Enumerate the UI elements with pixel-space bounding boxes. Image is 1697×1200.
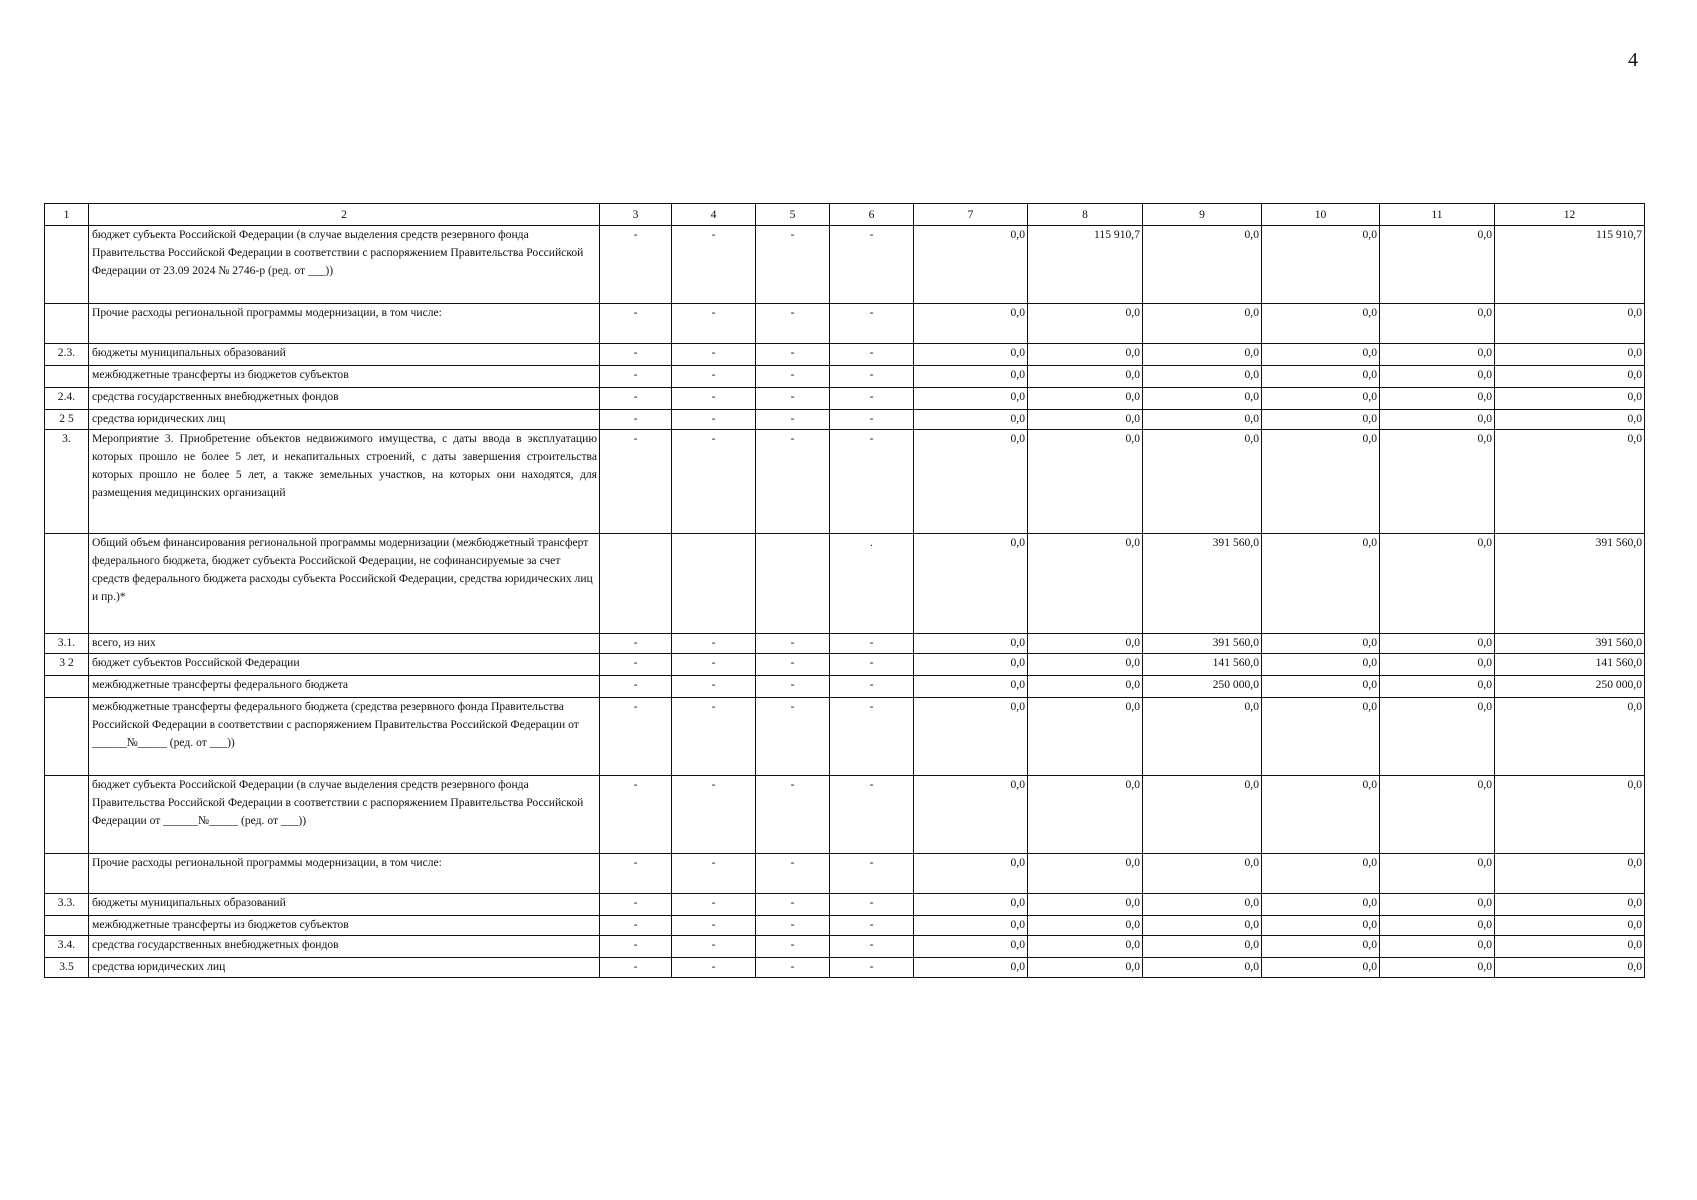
value-cell: 141 560,0	[1143, 654, 1262, 676]
row-number-cell: 3.	[45, 430, 89, 534]
dash-cell: -	[756, 634, 830, 654]
value-cell: 0,0	[1028, 854, 1143, 894]
value-cell: 0,0	[1380, 344, 1495, 366]
value-cell: 0,0	[1262, 344, 1380, 366]
value-cell: 0,0	[1262, 676, 1380, 698]
value-cell: 0,0	[1495, 958, 1645, 978]
header-cell: 4	[672, 204, 756, 226]
value-cell: 0,0	[1028, 936, 1143, 958]
dash-cell: -	[600, 410, 672, 430]
value-cell: 0,0	[1143, 894, 1262, 916]
value-cell: 0,0	[1262, 410, 1380, 430]
dash-cell: -	[672, 304, 756, 344]
table-row	[45, 410, 1645, 430]
value-cell: 0,0	[1380, 430, 1495, 534]
value-cell: 0,0	[1262, 894, 1380, 916]
value-cell: 0,0	[1262, 430, 1380, 534]
table-row	[45, 958, 1645, 978]
row-name-cell: средства юридических лиц	[89, 410, 600, 430]
dash-cell: -	[600, 654, 672, 676]
dash-cell: -	[672, 344, 756, 366]
dash-cell: -	[600, 676, 672, 698]
dash-cell: -	[756, 344, 830, 366]
dash-cell: -	[600, 344, 672, 366]
dash-cell: -	[600, 634, 672, 654]
value-cell: 0,0	[1262, 304, 1380, 344]
value-cell: 0,0	[1143, 916, 1262, 936]
dash-cell: -	[756, 936, 830, 958]
row-name-cell: Общий объем финансирования региональной программы модернизации (межбюджетный трансферт федерального бюджета, бюджет субъекта Российской Федерации, не софинансируемые за счет средств федерального бюджета расходы субъекта Российской Федерации, средства юридических лиц и пр.)*	[89, 534, 600, 634]
dash-cell: -	[830, 226, 914, 304]
table-row	[45, 676, 1645, 698]
dash-cell: -	[830, 698, 914, 776]
dash-cell: -	[600, 916, 672, 936]
row-name-cell: бюджеты муниципальных образований	[89, 344, 600, 366]
table-row	[45, 776, 1645, 854]
row-number-cell	[45, 676, 89, 698]
value-cell: 391 560,0	[1143, 634, 1262, 654]
row-name-cell: средства юридических лиц	[89, 958, 600, 978]
dash-cell: -	[672, 776, 756, 854]
value-cell: 0,0	[1028, 958, 1143, 978]
value-cell: 0,0	[1380, 916, 1495, 936]
value-cell: 0,0	[1143, 430, 1262, 534]
row-number-cell	[45, 366, 89, 388]
value-cell: 391 560,0	[1495, 534, 1645, 634]
header-cell: 6	[830, 204, 914, 226]
row-name-cell: межбюджетные трансферты федерального бюджета	[89, 676, 600, 698]
value-cell: 0,0	[914, 916, 1028, 936]
dash-cell: -	[756, 226, 830, 304]
dash-cell: -	[600, 366, 672, 388]
dash-cell	[600, 534, 672, 634]
value-cell: 0,0	[1143, 388, 1262, 410]
value-cell: 0,0	[1380, 894, 1495, 916]
dash-cell: -	[830, 388, 914, 410]
value-cell: 0,0	[1262, 654, 1380, 676]
dash-cell: -	[756, 916, 830, 936]
table-row	[45, 854, 1645, 894]
row-name-cell: бюджеты муниципальных образований	[89, 894, 600, 916]
row-number-cell	[45, 854, 89, 894]
value-cell: 0,0	[1028, 304, 1143, 344]
table-row	[45, 894, 1645, 916]
value-cell: 0,0	[1380, 634, 1495, 654]
value-cell: 0,0	[1028, 894, 1143, 916]
dash-cell: -	[830, 776, 914, 854]
header-cell: 8	[1028, 204, 1143, 226]
dash-cell: -	[756, 676, 830, 698]
dash-cell: .	[830, 534, 914, 634]
value-cell: 0,0	[1495, 410, 1645, 430]
header-cell: 7	[914, 204, 1028, 226]
value-cell: 0,0	[1262, 854, 1380, 894]
dash-cell: -	[830, 430, 914, 534]
value-cell: 0,0	[1028, 776, 1143, 854]
dash-cell: -	[672, 654, 756, 676]
dash-cell: -	[830, 410, 914, 430]
header-cell: 5	[756, 204, 830, 226]
table-row	[45, 916, 1645, 936]
dash-cell: -	[830, 936, 914, 958]
value-cell: 0,0	[1380, 654, 1495, 676]
table-row	[45, 226, 1645, 304]
row-number-cell: 2 5	[45, 410, 89, 430]
value-cell: 0,0	[1380, 936, 1495, 958]
header-cell: 3	[600, 204, 672, 226]
value-cell: 0,0	[1495, 304, 1645, 344]
value-cell: 0,0	[1380, 958, 1495, 978]
value-cell: 0,0	[1028, 676, 1143, 698]
dash-cell: -	[600, 854, 672, 894]
row-name-cell: межбюджетные трансферты из бюджетов субъектов	[89, 916, 600, 936]
value-cell: 0,0	[1495, 936, 1645, 958]
dash-cell: -	[756, 654, 830, 676]
value-cell: 250 000,0	[1495, 676, 1645, 698]
dash-cell: -	[672, 854, 756, 894]
value-cell: 0,0	[1262, 776, 1380, 854]
header-cell: 1	[45, 204, 89, 226]
dash-cell: -	[830, 634, 914, 654]
dash-cell: -	[756, 698, 830, 776]
dash-cell: -	[830, 676, 914, 698]
page-number: 4	[1628, 49, 1638, 71]
table-row	[45, 388, 1645, 410]
row-number-cell: 3.1.	[45, 634, 89, 654]
value-cell: 115 910,7	[1028, 226, 1143, 304]
value-cell: 0,0	[1143, 854, 1262, 894]
value-cell: 0,0	[1262, 634, 1380, 654]
value-cell: 0,0	[1028, 698, 1143, 776]
table-row	[45, 698, 1645, 776]
row-number-cell	[45, 304, 89, 344]
value-cell: 0,0	[914, 958, 1028, 978]
value-cell: 0,0	[1380, 698, 1495, 776]
value-cell: 0,0	[1028, 654, 1143, 676]
header-cell: 12	[1495, 204, 1645, 226]
row-name-cell: бюджет субъекта Российской Федерации (в случае выделения средств резервного фонда Правительства Российской Федерации в соответствии с распоряжением Правительства Российской Федерации от ______№_____ (ред. от ___))	[89, 776, 600, 854]
value-cell: 0,0	[1495, 854, 1645, 894]
dash-cell	[756, 534, 830, 634]
row-name-cell: межбюджетные трансферты федерального бюджета (средства резервного фонда Правительства Российской Федерации в соответствии с распоряжением Правительства Российской Федерации от ______№_____ (ред. от ___))	[89, 698, 600, 776]
dash-cell: -	[672, 676, 756, 698]
row-number-cell	[45, 534, 89, 634]
table-row	[45, 304, 1645, 344]
header-cell: 11	[1380, 204, 1495, 226]
dash-cell: -	[756, 304, 830, 344]
dash-cell: -	[672, 388, 756, 410]
dash-cell: -	[830, 854, 914, 894]
dash-cell: -	[830, 916, 914, 936]
row-name-cell: бюджет субъектов Российской Федерации	[89, 654, 600, 676]
dash-cell: -	[600, 776, 672, 854]
dash-cell: -	[756, 388, 830, 410]
value-cell: 0,0	[1262, 916, 1380, 936]
dash-cell: -	[600, 304, 672, 344]
dash-cell: -	[756, 854, 830, 894]
value-cell: 0,0	[914, 936, 1028, 958]
value-cell: 0,0	[1028, 534, 1143, 634]
dash-cell: -	[672, 634, 756, 654]
table-row	[45, 634, 1645, 654]
row-name-cell: межбюджетные трансферты из бюджетов субъектов	[89, 366, 600, 388]
value-cell: 0,0	[1380, 676, 1495, 698]
row-number-cell: 3.5	[45, 958, 89, 978]
dash-cell: -	[600, 388, 672, 410]
value-cell: 0,0	[1262, 366, 1380, 388]
table-row	[45, 534, 1645, 634]
value-cell: 0,0	[1143, 304, 1262, 344]
value-cell: 115 910,7	[1495, 226, 1645, 304]
dash-cell: -	[600, 698, 672, 776]
row-number-cell: 3.4.	[45, 936, 89, 958]
value-cell: 391 560,0	[1495, 634, 1645, 654]
value-cell: 0,0	[1028, 344, 1143, 366]
value-cell: 0,0	[1495, 344, 1645, 366]
dash-cell: -	[830, 654, 914, 676]
dash-cell: -	[672, 430, 756, 534]
dash-cell: -	[756, 430, 830, 534]
value-cell: 0,0	[1262, 698, 1380, 776]
value-cell: 0,0	[1262, 388, 1380, 410]
row-number-cell: 2.3.	[45, 344, 89, 366]
value-cell: 0,0	[914, 854, 1028, 894]
value-cell: 0,0	[1495, 776, 1645, 854]
value-cell: 0,0	[914, 634, 1028, 654]
value-cell: 0,0	[1495, 388, 1645, 410]
value-cell: 0,0	[914, 410, 1028, 430]
value-cell: 0,0	[1495, 916, 1645, 936]
value-cell: 0,0	[1380, 366, 1495, 388]
dash-cell: -	[830, 366, 914, 388]
dash-cell: -	[672, 958, 756, 978]
dash-cell: -	[756, 366, 830, 388]
row-name-cell: Мероприятие 3. Приобретение объектов недвижимого имущества, с даты ввода в эксплуатацию которых прошло не более 5 лет, и некапитальных строений, с даты завершения строительства которых прошло не более 5 лет, а также земельных участков, на которых они находятся, для размещения медицинских организаций	[89, 430, 600, 534]
value-cell: 0,0	[914, 698, 1028, 776]
row-name-cell: средства государственных внебюджетных фондов	[89, 388, 600, 410]
row-name-cell: бюджет субъекта Российской Федерации (в случае выделения средств резервного фонда Правительства Российской Федерации в соответствии с распоряжением Правительства Российской Федерации от 23.09 2024 № 2746-р (ред. от ___))	[89, 226, 600, 304]
value-cell: 0,0	[1143, 936, 1262, 958]
dash-cell: -	[672, 936, 756, 958]
value-cell: 0,0	[1380, 854, 1495, 894]
table-header-row	[45, 204, 1645, 226]
dash-cell: -	[672, 894, 756, 916]
value-cell: 0,0	[1380, 226, 1495, 304]
row-number-cell	[45, 776, 89, 854]
dash-cell: -	[672, 410, 756, 430]
dash-cell: -	[830, 344, 914, 366]
value-cell: 0,0	[1143, 410, 1262, 430]
value-cell: 0,0	[1495, 366, 1645, 388]
value-cell: 0,0	[1380, 304, 1495, 344]
value-cell: 0,0	[1028, 634, 1143, 654]
value-cell: 0,0	[1262, 534, 1380, 634]
value-cell: 0,0	[914, 534, 1028, 634]
value-cell: 0,0	[914, 388, 1028, 410]
budget-table	[44, 203, 1645, 978]
value-cell: 0,0	[1028, 388, 1143, 410]
row-name-cell: средства государственных внебюджетных фондов	[89, 936, 600, 958]
value-cell: 0,0	[914, 430, 1028, 534]
dash-cell: -	[600, 936, 672, 958]
value-cell: 0,0	[914, 654, 1028, 676]
dash-cell: -	[672, 916, 756, 936]
value-cell: 0,0	[1262, 226, 1380, 304]
value-cell: 0,0	[1143, 958, 1262, 978]
value-cell: 0,0	[914, 894, 1028, 916]
value-cell: 0,0	[1495, 430, 1645, 534]
row-number-cell: 2.4.	[45, 388, 89, 410]
value-cell: 0,0	[914, 676, 1028, 698]
value-cell: 0,0	[1028, 410, 1143, 430]
value-cell: 0,0	[914, 776, 1028, 854]
value-cell: 0,0	[1495, 894, 1645, 916]
row-name-cell: всего, из них	[89, 634, 600, 654]
value-cell: 0,0	[1143, 698, 1262, 776]
value-cell: 0,0	[1262, 936, 1380, 958]
dash-cell: -	[830, 894, 914, 916]
dash-cell: -	[756, 958, 830, 978]
value-cell: 0,0	[914, 304, 1028, 344]
header-cell: 10	[1262, 204, 1380, 226]
dash-cell: -	[756, 776, 830, 854]
value-cell: 0,0	[1143, 226, 1262, 304]
value-cell: 0,0	[1380, 388, 1495, 410]
row-number-cell	[45, 226, 89, 304]
table-row	[45, 366, 1645, 388]
row-number-cell: 3.3.	[45, 894, 89, 916]
value-cell: 0,0	[914, 226, 1028, 304]
header-cell: 9	[1143, 204, 1262, 226]
value-cell: 0,0	[1380, 534, 1495, 634]
dash-cell: -	[600, 958, 672, 978]
dash-cell: -	[672, 226, 756, 304]
dash-cell: -	[600, 894, 672, 916]
value-cell: 0,0	[1495, 698, 1645, 776]
value-cell: 0,0	[914, 344, 1028, 366]
value-cell: 0,0	[1143, 344, 1262, 366]
value-cell: 0,0	[1028, 366, 1143, 388]
row-number-cell: 3 2	[45, 654, 89, 676]
value-cell: 391 560,0	[1143, 534, 1262, 634]
dash-cell: -	[600, 226, 672, 304]
dash-cell: -	[672, 366, 756, 388]
value-cell: 250 000,0	[1143, 676, 1262, 698]
header-cell: 2	[89, 204, 600, 226]
value-cell: 0,0	[1143, 366, 1262, 388]
table-row	[45, 430, 1645, 534]
value-cell: 0,0	[1380, 776, 1495, 854]
dash-cell: -	[830, 304, 914, 344]
row-number-cell	[45, 916, 89, 936]
table-row	[45, 344, 1645, 366]
table-row	[45, 654, 1645, 676]
value-cell: 0,0	[1028, 916, 1143, 936]
dash-cell: -	[756, 410, 830, 430]
dash-cell: -	[756, 894, 830, 916]
dash-cell: -	[600, 430, 672, 534]
value-cell: 0,0	[1262, 958, 1380, 978]
dash-cell	[672, 534, 756, 634]
row-name-cell: Прочие расходы региональной программы модернизации, в том числе:	[89, 854, 600, 894]
value-cell: 0,0	[1143, 776, 1262, 854]
row-number-cell	[45, 698, 89, 776]
value-cell: 0,0	[1380, 410, 1495, 430]
value-cell: 141 560,0	[1495, 654, 1645, 676]
row-name-cell: Прочие расходы региональной программы модернизации, в том числе:	[89, 304, 600, 344]
value-cell: 0,0	[914, 366, 1028, 388]
dash-cell: -	[672, 698, 756, 776]
value-cell: 0,0	[1028, 430, 1143, 534]
table-row	[45, 936, 1645, 958]
dash-cell: -	[830, 958, 914, 978]
